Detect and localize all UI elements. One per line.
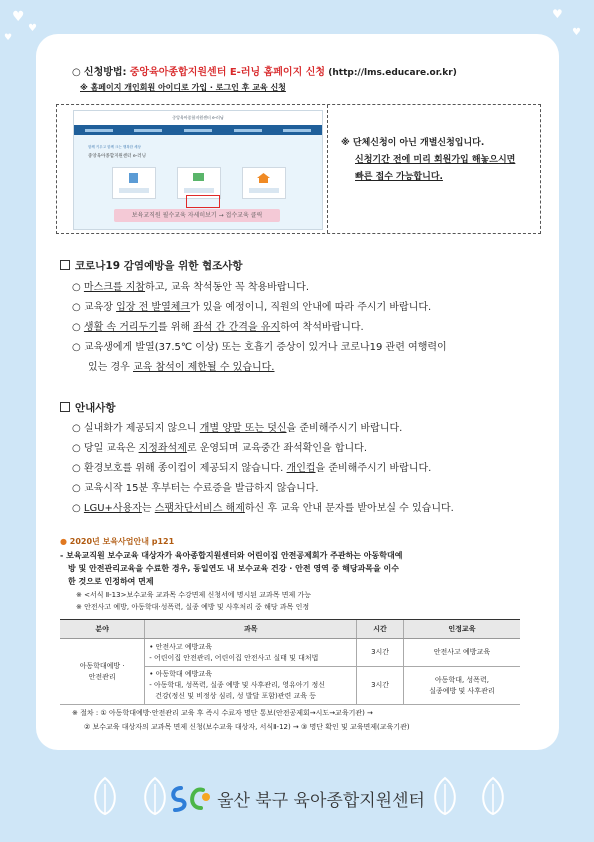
highlight-box	[186, 195, 220, 208]
document-icon	[127, 173, 140, 183]
individual-note: ※ 단체신청이 아닌 개별신청입니다. 신청기간 전에 미리 회원가입 해놓으시면 빠른 접수 가능합니다.	[341, 138, 516, 182]
guide-item: ○ 실내화가 제공되지 않으니 개별 양말 또는 덧신을 준비해주시기 바랍니다.	[72, 423, 403, 434]
website-screenshot	[73, 110, 323, 230]
table-header: 인정교육	[403, 620, 520, 639]
recognized-cell: 아동학대, 성폭력, 실종예방 및 사후관리	[403, 667, 520, 705]
heart-icon: ♥	[572, 27, 581, 38]
table-header: 과목	[145, 620, 357, 639]
house-icon	[257, 173, 270, 183]
time-cell: 3시간	[357, 639, 404, 667]
corona-item: ○ 교육장 입장 전 발열체크가 있을 예정이니, 직원의 안내에 따라 주시기 바랍니다.	[72, 302, 432, 313]
corona-item: ○ 교육생에게 발열(37.5℃ 이상) 또는 호흡기 증상이 있거나 코로나19 관련 여행력이	[72, 342, 447, 353]
subject-cell: • 안전사고 예방교육 - 어린이집 안전관리, 어린이집 안전사고 실태 및 대처법	[145, 639, 357, 667]
table-header: 분야	[60, 620, 145, 639]
info-title: ● 2020년 보육사업안내 p121	[60, 537, 175, 546]
subject-cell: • 아동학대 예방교육 - 아동학대, 성폭력, 실종 예방 및 사후관리, 영유아기 정신 건강(정신 및 비정상 심리, 성 발달 포함)관련 교육 등	[145, 667, 357, 705]
content-card	[36, 34, 559, 750]
corona-item-cont: 있는 경우 교육 참석이 제한될 수 있습니다.	[88, 362, 275, 373]
info-para: 방 및 안전관리교육을 수료한 경우, 동일연도 내 보수교육 건강 · 안전 영역 중 해당과목을 이수	[68, 564, 400, 573]
checkbox-icon	[60, 402, 70, 412]
guide-item: ○ LGU+사용자는 스팸차단서비스 해제하신 후 교육 안내 문자를 받아보실 수 있습니다.	[72, 503, 454, 514]
guide-item: ○ 당일 교육은 지정좌석제로 운영되며 교육중간 좌석확인을 합니다.	[72, 443, 368, 454]
guide-item: ○ 교육시작 15분 후부터는 수료증을 발급하지 않습니다.	[72, 483, 319, 494]
info-note: ※ 안전사고 예방, 아동학대·성폭력, 실종 예방 및 사후처리 중 해당 과목 인정	[76, 603, 310, 611]
heart-icon: ♥	[4, 33, 13, 43]
site-nav	[74, 125, 322, 135]
site-title: 중앙육아종합지원센터 e-러닝	[74, 111, 322, 125]
apply-note: ※ 홈페이지 개인회원 아이디로 가입 · 로그인 후 교육 신청	[80, 83, 286, 92]
center-logo-icon	[169, 782, 213, 814]
welcome-big: 중앙육아종합지원센터 e-러닝	[88, 154, 146, 159]
menu-card	[112, 167, 156, 199]
welcome-small: 함께 키우고 함께 크는 행복한 세상	[88, 145, 141, 149]
heart-icon: ♥	[28, 23, 37, 34]
corona-item: ○ 생활 속 거리두기를 위해 좌석 간 간격을 유지하여 착석바랍니다.	[72, 322, 364, 333]
heart-icon: ♥	[552, 7, 563, 21]
table-header: 시간	[357, 620, 404, 639]
corona-heading: 코로나19 감염예방을 위한 협조사항	[60, 258, 243, 273]
footer	[0, 768, 594, 828]
guide-heading: 안내사항	[60, 400, 116, 415]
menu-card	[242, 167, 286, 199]
heart-icon: ♥	[12, 9, 25, 25]
monitor-icon	[192, 173, 205, 183]
procedure-line: ② 보수교육 대상자의 교과목 면제 신청(보수교육 대상자, 서식Ⅱ-12) → ③ 명단 확인 및 교육면제(교육기관)	[84, 723, 410, 731]
info-para: 한 것으로 인정하여 면제	[68, 577, 154, 586]
guide-item: ○ 환경보호를 위해 종이컵이 제공되지 않습니다. 개인컵을 준비해주시기 바랍니다.	[72, 463, 432, 474]
center-name: 울산 북구 육아종합지원센터	[217, 790, 425, 811]
checkbox-icon	[60, 260, 70, 270]
table-row	[60, 639, 520, 667]
apply-method: ○ 신청방법: 중앙육아종합지원센터 E-러닝 홈페이지 신청 (http://lms.educare.or.kr)	[72, 67, 457, 78]
procedure-line: ※ 절차 : ① 아동학대예방·안전관리 교육 후 즉시 수료자 명단 통보(안전공제회→시도→교육기관) →	[72, 709, 373, 717]
info-para: - 보육교직원 보수교육 대상자가 육아종합지원센터와 어린이집 안전공제회가 주관하는 아동학대예	[60, 551, 403, 560]
corona-item: ○ 마스크를 지참하고, 교육 착석동안 꼭 착용바랍니다.	[72, 282, 310, 293]
recognized-cell: 안전사고 예방교육	[403, 639, 520, 667]
banner-caption: 보육교직원 필수교육 자세히보기 → 접수교육 클릭	[114, 209, 280, 222]
time-cell: 3시간	[357, 667, 404, 705]
info-note: ※ <서식 Ⅱ-13>보수교육 교과목 수강면제 신청서에 명시된 교과목 면제 가능	[76, 591, 312, 599]
exemption-table	[60, 619, 520, 705]
field-cell: 아동학대예방 · 안전관리	[60, 639, 145, 705]
divider	[327, 105, 328, 233]
signup-guide-box	[56, 104, 541, 234]
